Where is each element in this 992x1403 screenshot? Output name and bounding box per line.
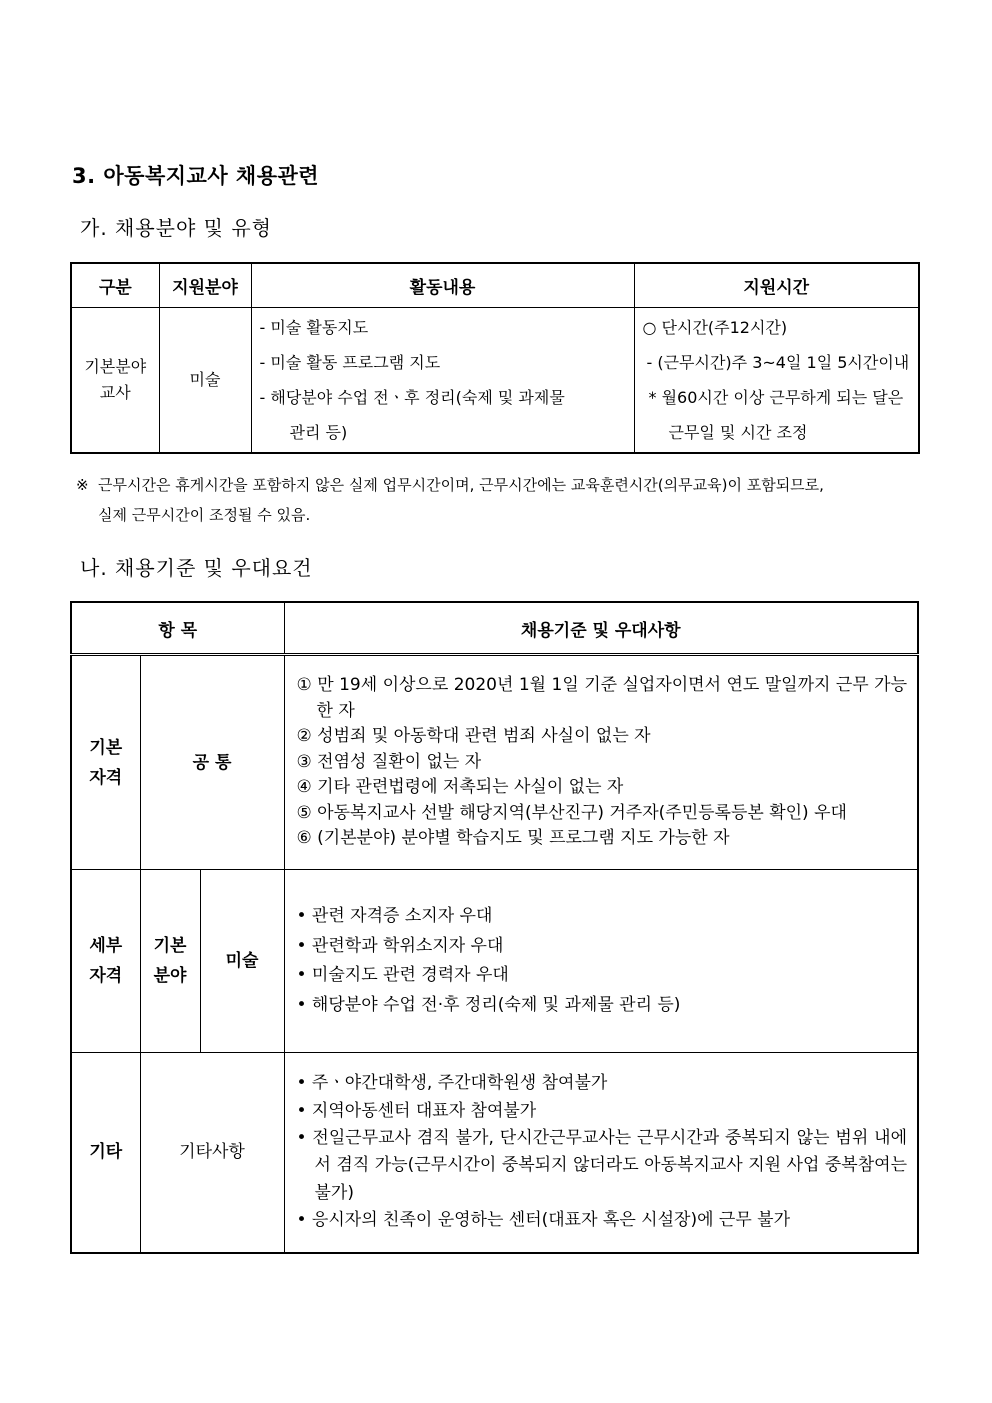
note-line-1: 근무시간은 휴게시간을 포함하지 않은 실제 업무시간이며, 근무시간에는 교육훈련시간(의무교육)이 포함되므로, bbox=[98, 476, 824, 494]
list-item: • 미술지도 관련 경력자 우대 bbox=[296, 965, 509, 985]
list-item: ③ 전염성 질환이 없는 자 bbox=[296, 751, 482, 772]
detail-qualification-label: 세부 자격 bbox=[71, 870, 140, 1053]
subsection-title-a: 가. 채용분야 및 유형 bbox=[80, 216, 272, 240]
header-criteria: 채용기준 및 우대사항 bbox=[284, 602, 918, 655]
list-item: • 전일근무교사 겸직 불가, 단시간근무교사는 근무시간과 중복되지 않는 범위 내에서 겸직 가능(근무시간이 중복되지 않더라도 아동복지교사 지원 사업 중복참여는 불가) bbox=[296, 1127, 907, 1203]
activity-item: - 미술 활동지도 bbox=[259, 318, 369, 337]
activity-item: 관리 등) bbox=[289, 423, 348, 442]
activities-cell bbox=[251, 308, 634, 454]
hours-item: - (근무시간)주 3~4일 1일 5시간이내 bbox=[646, 353, 910, 372]
art-field-label: 미술 bbox=[200, 870, 284, 1053]
hours-item: * 월60시간 이상 근무하게 되는 달은 bbox=[648, 388, 904, 407]
category-text: 기본분야 교사 bbox=[84, 357, 147, 402]
note bbox=[76, 470, 926, 530]
hours-item: ○ 단시간(주12시간) bbox=[642, 318, 788, 337]
header-field: 지원분야 bbox=[159, 263, 251, 308]
list-item: • 주ㆍ야간대학생, 주간대학원생 참여불가 bbox=[296, 1073, 608, 1094]
header-hours: 지원시간 bbox=[634, 263, 919, 308]
note-line-2: 실제 근무시간이 조정될 수 있음. bbox=[98, 506, 311, 524]
hours-cell bbox=[634, 308, 919, 454]
list-item: ① 만 19세 이상으로 2020년 1월 1일 기준 실업자이면서 연도 말일까지 근무 가능한 자 bbox=[296, 674, 907, 721]
category-cell bbox=[71, 308, 159, 454]
list-item: • 관련 자격증 소지자 우대 bbox=[296, 906, 493, 926]
list-item: • 응시자의 친족이 운영하는 센터(대표자 혹은 시설장)에 근무 불가 bbox=[296, 1209, 790, 1230]
list-item: ⑤ 아동복지교사 선발 해당지역(부산진구) 거주자(주민등록등본 확인) 우대 bbox=[296, 802, 847, 823]
basic-qualification-items bbox=[284, 655, 918, 870]
other-items-label: 기타사항 bbox=[140, 1053, 284, 1253]
header-activities: 활동내용 bbox=[251, 263, 634, 308]
criteria-table bbox=[70, 601, 919, 1254]
field-cell: 미술 bbox=[159, 308, 251, 454]
list-item: • 관련학과 학위소지자 우대 bbox=[296, 935, 504, 956]
other-label: 기타 bbox=[71, 1053, 140, 1253]
activity-item: - 해당분야 수업 전ㆍ후 정리(숙제 및 과제물 bbox=[259, 388, 565, 407]
list-item: ② 성범죄 및 아동학대 관련 범죄 사실이 없는 자 bbox=[296, 726, 651, 747]
basic-qualification-label: 기본 자격 bbox=[71, 655, 140, 870]
list-item: • 지역아동센터 대표자 참여불가 bbox=[296, 1100, 537, 1121]
subsection-title-b: 나. 채용기준 및 우대요건 bbox=[80, 556, 313, 580]
common-label: 공 통 bbox=[140, 655, 284, 870]
other-items bbox=[284, 1053, 918, 1253]
list-item: • 해당분야 수업 전·후 정리(숙제 및 과제물 관리 등) bbox=[296, 994, 681, 1015]
detail-qualification-items bbox=[284, 870, 918, 1053]
list-item: ④ 기타 관련법령에 저촉되는 사실이 없는 자 bbox=[296, 777, 624, 798]
section-heading: 3. 아동복지교사 채용관련 bbox=[72, 164, 320, 188]
activity-item: - 미술 활동 프로그램 지도 bbox=[259, 353, 441, 372]
note-mark: ※ bbox=[76, 476, 89, 494]
header-category: 구분 bbox=[71, 263, 159, 308]
basic-field-label: 기본 분야 bbox=[140, 870, 200, 1053]
recruitment-field-table bbox=[70, 262, 920, 454]
hours-item: 근무일 및 시간 조정 bbox=[668, 423, 808, 442]
header-item: 항 목 bbox=[71, 602, 284, 655]
list-item: ⑥ (기본분야) 분야별 학습지도 및 프로그램 지도 가능한 자 bbox=[296, 828, 730, 849]
